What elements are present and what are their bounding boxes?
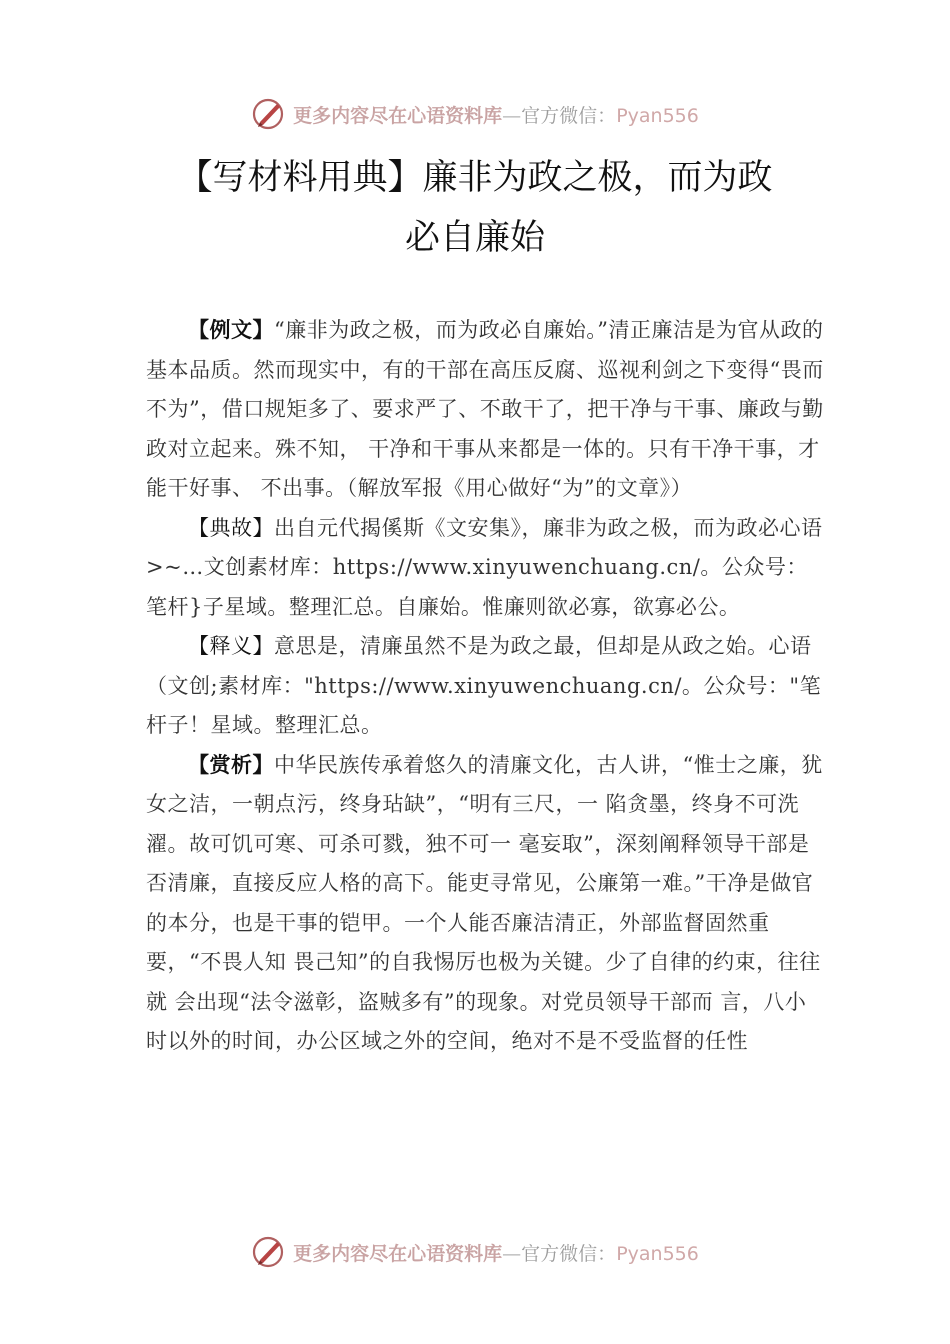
pen-logo-icon bbox=[251, 96, 287, 132]
banner-wechat-label: 官方微信： bbox=[521, 1242, 617, 1265]
text-shangxi: 中华民族传承着悠久的清廉文化，古人讲，“惟士之廉，犹女之洁，一朝点污，终身玷缺”，“明有三尺，一 陷贪墨，终身不可洗濯。故可饥可寒、可杀可戮，独不可一 毫妄取”，深刻阐释领导干部是否清廉，直接反应人格的高下。能吏寻常见，公廉第一难。”干净是做官的本分，也是干事的铠甲。一个人能否廉洁清正，外部监督固然重要，“不畏人知 畏己知”的自我惕厉也极为关键。少了自律的约束，往往就 会出现“法令滋彰，盗贼多有”的现象。对党员领导干部而 言，八小时以外的时间，办公区域之外的空间，绝对不是不受监督的任性 bbox=[146, 752, 823, 1053]
tag-shangxi: 【赏析】 bbox=[188, 752, 274, 777]
tag-shiyi: 【释义】 bbox=[188, 634, 274, 658]
banner-main: 更多内容尽在心语资料库 bbox=[293, 104, 503, 127]
paragraph-shangxi bbox=[146, 746, 826, 1062]
paragraph-diangu bbox=[146, 509, 826, 628]
tag-diangu: 【典故】 bbox=[188, 515, 274, 540]
banner-sep: — bbox=[502, 104, 522, 127]
footer-banner bbox=[0, 1232, 950, 1272]
text-liwen: “廉非为政之极，而为政必自廉始。”清正廉洁是为官从政的基本品质。然而现实中，有的干部在高压反腐、巡视利剑之下变得“畏而不为”，借口规矩多了、要求严了、不敢干了，把干净与干事、廉政与勤政对立起来。殊不知， 干净和干事从来都是一体的。只有干净干事，才能干好事、 不出事。（解放军报《用心做好“为”的文章》） bbox=[146, 318, 824, 500]
banner-text bbox=[293, 101, 699, 128]
paragraph-shiyi bbox=[146, 627, 826, 746]
header-banner bbox=[0, 94, 950, 134]
text-diangu: 出自元代揭傒斯《文安集》，廉非为政之极，而为政必心语>~…文创素材库：https://www.xinyuwenchuang.cn/。公众号：笔杆}子星域。整理汇总。自廉始。惟廉则欲必寡，欲寡必公。 bbox=[146, 515, 823, 619]
banner-wechat-label: 官方微信： bbox=[521, 104, 617, 127]
text-shiyi: 意思是，清廉虽然不是为政之最，但却是从政之始。心语（文创;素材库："https://www.xinyuwenchuang.cn/。公众号："笔杆子！星域。整理汇总。 bbox=[146, 634, 822, 737]
pen-logo-icon bbox=[251, 1234, 287, 1270]
paragraph-liwen bbox=[146, 311, 826, 509]
banner-main: 更多内容尽在心语资料库 bbox=[293, 1242, 503, 1265]
banner-text bbox=[293, 1239, 699, 1266]
tag-liwen: 【例文】 bbox=[188, 318, 274, 342]
banner-sep: — bbox=[502, 1242, 522, 1265]
banner-wechat-id: Pyan556 bbox=[616, 1242, 699, 1265]
article-body bbox=[146, 311, 826, 1062]
page-title bbox=[0, 148, 950, 268]
title-line-1: 【写材料用典】廉非为政之极，而为政 bbox=[177, 158, 773, 198]
title-line-2: 必自廉始 bbox=[404, 218, 545, 258]
banner-wechat-id: Pyan556 bbox=[616, 104, 699, 127]
